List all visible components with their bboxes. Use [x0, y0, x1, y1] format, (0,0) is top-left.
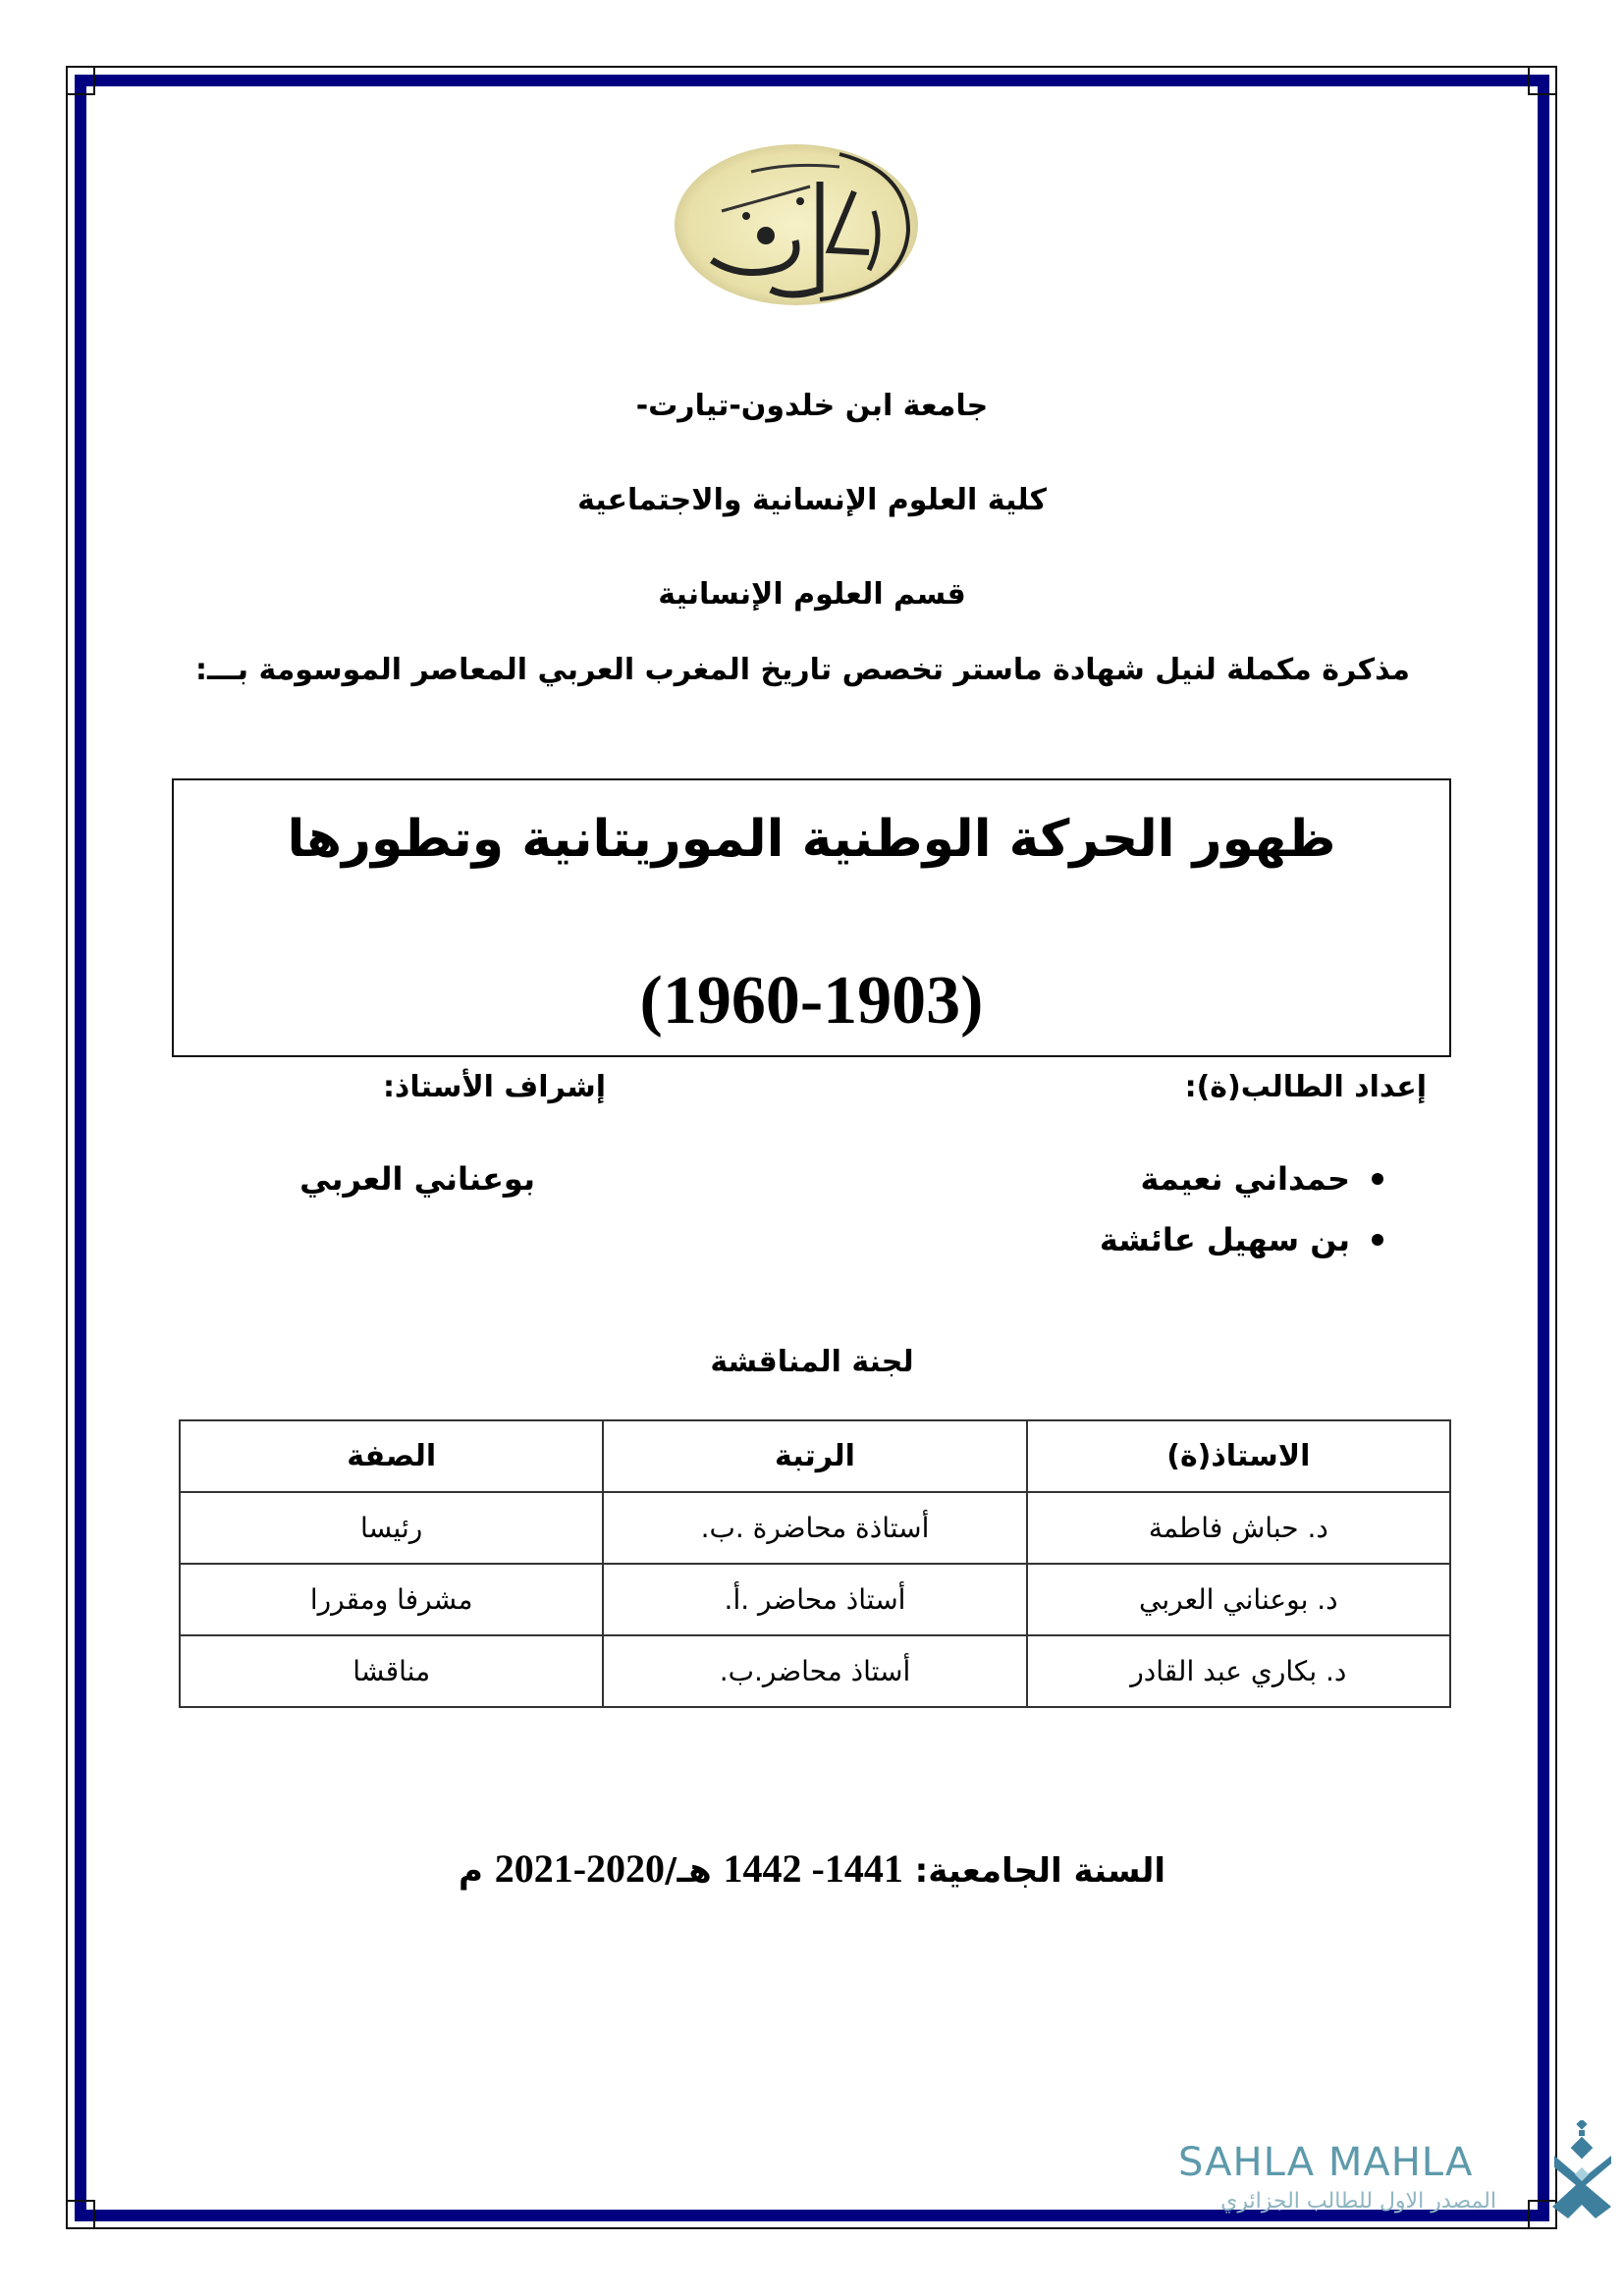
- bullet-icon: [1372, 1173, 1383, 1185]
- academic-year-gregorian: 2020-2021: [494, 1846, 666, 1891]
- faculty-name: كلية العلوم الإنسانية والاجتماعية: [577, 483, 1047, 517]
- table-row: [180, 1635, 1450, 1707]
- cell-rank: أستاذة محاضرة .ب.: [603, 1492, 1026, 1564]
- table-row: [180, 1564, 1450, 1635]
- thesis-title-box: [172, 778, 1451, 1057]
- corner-ornament-top-right: [1528, 66, 1557, 95]
- academic-year-hijri: 1441- 1442: [723, 1846, 903, 1891]
- column-header-professor: الاستاذ(ة): [1027, 1420, 1450, 1492]
- table-header-row: [180, 1420, 1450, 1492]
- university-name: جامعة ابن خلدون-تيارت-: [635, 389, 989, 423]
- department-name: قسم العلوم الإنسانية: [658, 577, 966, 612]
- students-label: إعداد الطالب(ة):: [1184, 1070, 1427, 1104]
- cell-role: مناقشا: [180, 1635, 603, 1707]
- column-header-rank: الرتبة: [603, 1420, 1026, 1492]
- thesis-subtitle: مذكرة مكملة لنيل شهادة ماستر تخصص تاريخ المغرب العربي المعاصر الموسومة بـــ:: [195, 653, 1410, 687]
- cell-professor: د. بوعناني العربي: [1027, 1564, 1450, 1635]
- cell-professor: د. بكاري عبد القادر: [1027, 1635, 1450, 1707]
- watermark-brand: SAHLA MAHLA: [1178, 2140, 1474, 2185]
- thesis-years: (1960-1903): [639, 963, 984, 1039]
- student-item: [1141, 1160, 1384, 1198]
- committee-table: [179, 1419, 1451, 1708]
- academic-year: [0, 1845, 1624, 1892]
- cell-professor: د. حباش فاطمة: [1027, 1492, 1450, 1564]
- university-seal-icon: [673, 142, 920, 307]
- student-item: [1100, 1221, 1383, 1258]
- cell-role: مشرفا ومقررا: [180, 1564, 603, 1635]
- cell-role: رئيسا: [180, 1492, 603, 1564]
- committee-title: لجنة المناقشة: [710, 1345, 914, 1379]
- thesis-title: ظهور الحركة الوطنية الموريتانية وتطورها: [287, 810, 1336, 869]
- corner-ornament-top-left: [66, 66, 95, 95]
- supervisor-label: إشراف الأستاذ:: [382, 1070, 606, 1104]
- corner-ornament-bottom-left: [66, 2200, 95, 2229]
- student-name: حمداني نعيمة: [1140, 1160, 1350, 1198]
- bullet-icon: [1372, 1234, 1383, 1246]
- supervisor-name: بوعناني العربي: [299, 1160, 535, 1198]
- cell-rank: أستاذ محاضر .أ.: [603, 1564, 1026, 1635]
- academic-year-gregorian-suffix: م: [458, 1851, 483, 1891]
- sahla-mahla-watermark: [1178, 2140, 1624, 2248]
- student-name: بن سهيل عائشة: [1099, 1221, 1350, 1258]
- sahla-mahla-logo-icon: [1546, 2120, 1620, 2223]
- column-header-role: الصفة: [180, 1420, 603, 1492]
- watermark-tagline: المصدر الاول للطالب الجزائري: [1220, 2189, 1496, 2214]
- cell-rank: أستاذ محاضر.ب.: [603, 1635, 1026, 1707]
- table-row: [180, 1492, 1450, 1564]
- academic-year-hijri-suffix: هـ/: [665, 1851, 712, 1891]
- academic-year-label: السنة الجامعية:: [914, 1851, 1166, 1891]
